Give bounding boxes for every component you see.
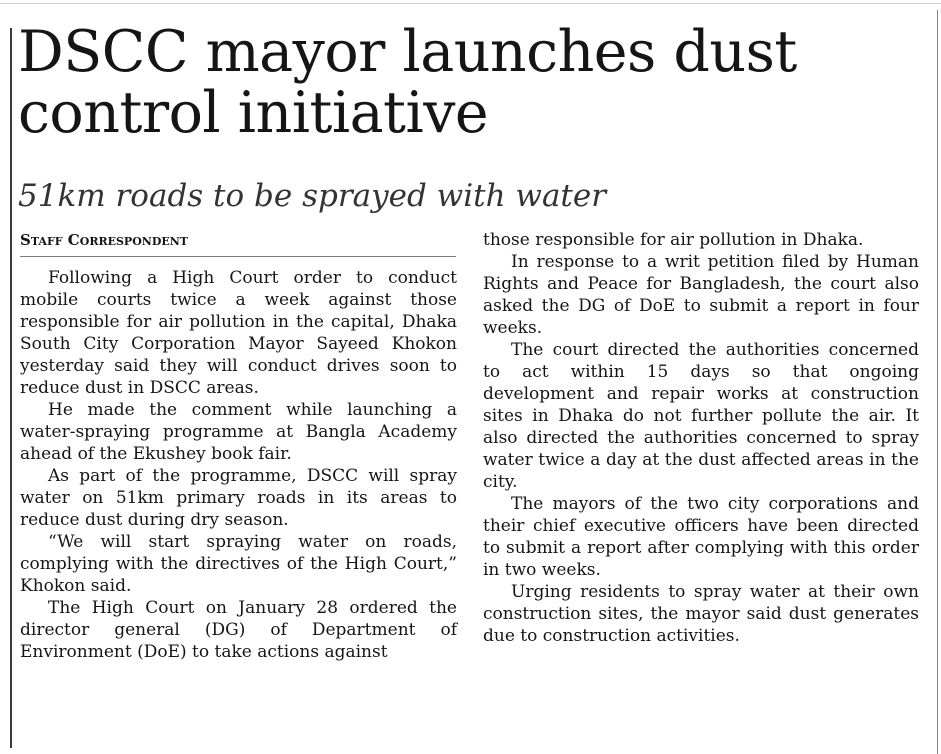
left-border-rule [10, 28, 12, 748]
body-paragraph: The court directed the authorities concerned to act within 15 days so that ongoing development and repair works at construction sites in Dhaka do not further pollute the air. It also directed the authorities concerned to spray water twice a day at the dust affected areas in the city. [483, 340, 919, 492]
top-border-rule [0, 3, 941, 4]
body-paragraph: The mayors of the two city corporations and their chief executive officers have been directed to submit a report after complying with this order in two weeks. [483, 494, 919, 580]
body-paragraph: “We will start spraying water on roads, complying with the directives of the High Court,” Khokon said. [20, 532, 457, 596]
body-paragraph: In response to a writ petition filed by Human Rights and Peace for Bangladesh, the court also asked the DG of DoE to submit a report in four weeks. [483, 252, 919, 338]
right-border-rule [937, 10, 938, 754]
body-paragraph: He made the comment while launching a water-spraying programme at Bangla Academy ahead of the Ekushey book fair. [20, 400, 457, 464]
byline: Staff Correspondent [20, 231, 188, 249]
body-paragraph: As part of the programme, DSCC will spray water on 51km primary roads in its areas to reduce dust during dry season. [20, 466, 457, 530]
byline-divider [20, 256, 456, 257]
left-column [20, 267, 457, 663]
headline-line-1: DSCC mayor launches dust [18, 19, 797, 85]
right-column [483, 229, 919, 647]
body-paragraph: Following a High Court order to conduct mobile courts twice a week against those responsible for air pollution in the capital, Dhaka South City Corporation Mayor Sayeed Khokon yesterday said they will conduct drives soon to reduce dust in DSCC areas. [20, 268, 457, 398]
article-subhead: 51km roads to be sprayed with water [18, 178, 607, 214]
body-paragraph: The High Court on January 28 ordered the director general (DG) of Department of Environment (DoE) to take actions against [20, 598, 457, 662]
article-headline [18, 19, 933, 146]
body-paragraph-continued: those responsible for air pollution in Dhaka. [483, 230, 864, 250]
body-paragraph: Urging residents to spray water at their own construction sites, the mayor said dust generates due to construction activities. [483, 582, 919, 646]
headline-line-2: control initiative [18, 80, 489, 146]
